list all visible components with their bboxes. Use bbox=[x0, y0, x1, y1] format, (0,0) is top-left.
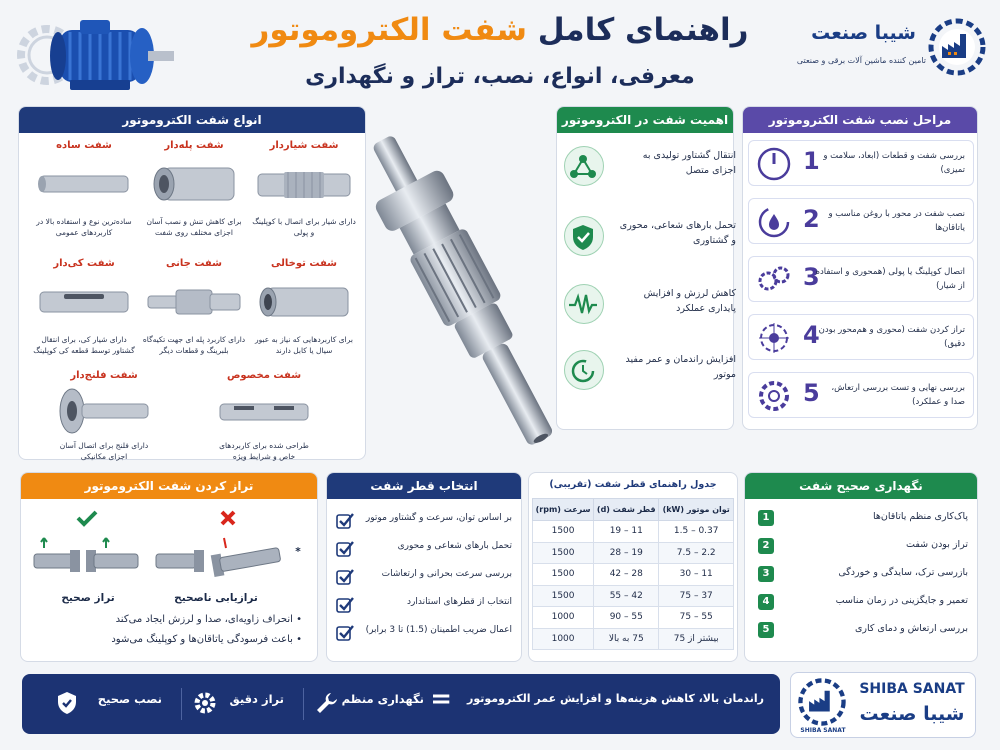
factory-logo-icon bbox=[928, 18, 986, 76]
check-icon bbox=[336, 512, 354, 530]
step-text: بررسی شفت و قطعات (ابعاد، سلامت و تمیزی) bbox=[823, 151, 965, 175]
vibration-icon bbox=[564, 284, 604, 324]
importance-text: تحمل بارهای شعاعی، محوری و گشتاوری bbox=[619, 220, 736, 246]
importance-text: کاهش لرزش و افزایش پایداری عملکرد bbox=[643, 288, 736, 314]
shaft-type-name: شفت فلنج‌دار bbox=[70, 370, 138, 381]
shaft-type-plain bbox=[30, 140, 138, 260]
maintenance-number: 3 bbox=[758, 566, 774, 582]
brand-logo-top bbox=[776, 16, 986, 80]
table-cell: 1500 bbox=[533, 564, 594, 586]
check-icon bbox=[336, 540, 354, 558]
alignment-bullet: • انحراف زاویه‌ای، صدا و لرزش ایجاد می‌کند bbox=[115, 614, 302, 625]
diameter-text: بر اساس توان، سرعت و گشتاور موتور bbox=[365, 513, 512, 523]
maintenance-item bbox=[752, 508, 974, 530]
alignment-bullet: • باعث فرسودگی یاتاقان‌ها و کوپلینگ می‌شود bbox=[111, 634, 302, 645]
stepped-shaft-image bbox=[144, 156, 244, 212]
shaft-diameter-table bbox=[532, 498, 734, 650]
alignment-correct-illustration bbox=[30, 508, 142, 586]
table-header-row bbox=[533, 499, 734, 521]
oil-drop-icon bbox=[755, 203, 793, 241]
table-cell: 1000 bbox=[533, 607, 594, 629]
wrong-label: ترازیابی ناصحیح bbox=[174, 592, 258, 604]
step-text: تراز کردن شفت (محوری و هم‌محور بودن دقیق) bbox=[818, 325, 965, 349]
shaft-type-keyed bbox=[30, 258, 138, 378]
footer-item-alignment: تراز دقیق bbox=[229, 692, 284, 706]
diameter-item bbox=[336, 620, 514, 646]
importance-text: افزایش راندمان و عمر مفید موتور bbox=[625, 354, 736, 380]
alignment-wrong-illustration bbox=[150, 508, 290, 586]
diameter-title: انتخاب قطر شفت bbox=[327, 473, 521, 499]
brand-tagline: تامین کننده ماشین آلات برقی و صنعتی bbox=[796, 56, 926, 65]
table-cell: 1500 bbox=[533, 542, 594, 564]
shaft-type-name: شفت مخصوص bbox=[226, 370, 302, 381]
table-cell: بیشتر از 75 bbox=[659, 628, 734, 650]
page-subtitle: معرفی، انواع، نصب، تراز و نگهداری bbox=[305, 64, 695, 89]
importance-text: انتقال گشتاور تولیدی به اجزای متصل bbox=[642, 150, 736, 176]
footer-separator bbox=[181, 688, 182, 720]
shaft-type-name: شفت پله‌دار bbox=[164, 140, 224, 151]
shoulder-shaft-image bbox=[144, 274, 244, 330]
maintenance-item bbox=[752, 536, 974, 558]
target-icon bbox=[755, 319, 793, 357]
shaft-type-name: شفت ساده bbox=[56, 140, 112, 151]
brand-logo-bottom bbox=[790, 672, 976, 738]
correct-label: تراز صحیح bbox=[61, 592, 115, 604]
shaft-type-desc: دارای فلنج برای اتصال آسان اجزای مکانیکی bbox=[59, 441, 149, 461]
hollow-shaft-image bbox=[254, 274, 354, 330]
diameter-item bbox=[336, 536, 514, 562]
maintenance-number: 1 bbox=[758, 510, 774, 526]
maintenance-title: نگهداری صحیح شفت bbox=[745, 473, 977, 499]
gears-icon bbox=[755, 261, 793, 299]
alignment-title: تراز کردن شفت الکتروموتور bbox=[21, 473, 317, 499]
table-cell: 11 – 19 bbox=[594, 521, 659, 543]
shaft-type-desc: دارای شیار برای اتصال با کوپلینگ و پولی bbox=[252, 217, 356, 237]
maintenance-text: تراز بودن شفت bbox=[905, 539, 968, 550]
motor-image bbox=[30, 10, 180, 100]
brand-mini-label: SHIBA SANAT bbox=[800, 727, 846, 734]
table-cell: 75 به بالا bbox=[594, 628, 659, 650]
shaft-type-name: شفت توخالی bbox=[271, 258, 337, 269]
check-icon bbox=[336, 568, 354, 586]
shaft-type-splined bbox=[250, 140, 358, 260]
diameter-text: بررسی سرعت بحرانی و ارتعاشات bbox=[381, 569, 512, 579]
install-title: مراحل نصب شفت الکتروموتور bbox=[743, 107, 977, 133]
table-cell: 0.37 – 1.5 bbox=[659, 521, 734, 543]
page-title: راهنمای کامل شفت الکتروموتور bbox=[251, 12, 749, 48]
brand-latin-name: SHIBA SANAT bbox=[859, 681, 965, 697]
diameter-item bbox=[336, 564, 514, 590]
step-text: اتصال کوپلینگ یا پولی (همحوری و استفاده از شیار) bbox=[815, 267, 965, 291]
table-cell: 42 – 55 bbox=[594, 585, 659, 607]
shield-check-icon bbox=[564, 216, 604, 256]
shaft-type-desc: برای کاربردهایی که نیاز به عبور سیال یا کابل دارند bbox=[255, 335, 353, 355]
maintenance-item bbox=[752, 564, 974, 586]
table-header: سرعت (rpm) bbox=[533, 499, 594, 521]
maintenance-text: پاک‌کاری منظم یاتاقان‌ها bbox=[873, 511, 968, 522]
table-cell: 37 – 75 bbox=[659, 585, 734, 607]
table-cell: 1500 bbox=[533, 521, 594, 543]
step-number: 1 bbox=[803, 147, 820, 175]
maintenance-number: 5 bbox=[758, 622, 774, 638]
install-step bbox=[748, 314, 974, 360]
asterisk-mark: * bbox=[295, 546, 301, 558]
maintenance-text: بازرسی ترک، سایدگی و خوردگی bbox=[838, 567, 968, 578]
footer-result: راندمان بالا، کاهش هزینه‌ها و افزایش عمر الکتروموتور bbox=[467, 692, 764, 705]
table-row bbox=[533, 607, 734, 629]
table-row bbox=[533, 564, 734, 586]
table-row bbox=[533, 542, 734, 564]
factory-logo-icon bbox=[797, 677, 847, 727]
table-header: قطر شفت (d) bbox=[594, 499, 659, 521]
equals-sign: = bbox=[430, 684, 452, 714]
network-icon bbox=[564, 146, 604, 186]
shaft-type-name: شفت جانی bbox=[166, 258, 222, 269]
diameter-item bbox=[336, 592, 514, 618]
maintenance-item bbox=[752, 620, 974, 642]
table-cell: 2.2 – 7.5 bbox=[659, 542, 734, 564]
maintenance-text: بررسی ارتعاش و دمای کاری bbox=[854, 623, 968, 634]
shaft-type-desc: طراحی شده برای کاربردهای خاص و شرایط ویژه bbox=[219, 441, 309, 461]
step-text: نصب شفت در محور با روغن مناسب و یاتاقان‌ها bbox=[828, 209, 965, 233]
diameter-text: انتخاب از قطرهای استاندارد bbox=[407, 597, 512, 607]
footer-item-maintenance: نگهداری منظم bbox=[341, 692, 424, 706]
brand-name: شیبا صنعت bbox=[811, 22, 916, 44]
table-row bbox=[533, 628, 734, 650]
table-row bbox=[533, 521, 734, 543]
shaft-type-hollow bbox=[250, 258, 358, 378]
shaft-type-name: شفت شیاردار bbox=[269, 140, 339, 151]
table-row bbox=[533, 585, 734, 607]
table-header: توان موتور (kW) bbox=[659, 499, 734, 521]
shaft-type-name: شفت کی‌دار bbox=[53, 258, 115, 269]
shaft-type-shoulder bbox=[140, 258, 248, 378]
footer-bar bbox=[22, 674, 780, 734]
keyed-shaft-image bbox=[34, 274, 134, 330]
plain-shaft-image bbox=[34, 156, 134, 212]
splined-shaft-image bbox=[254, 156, 354, 212]
shield-check-icon bbox=[54, 690, 80, 716]
step-number: 3 bbox=[803, 263, 820, 291]
gear-check-icon bbox=[755, 377, 793, 415]
table-title: جدول راهنمای قطر شفت (تقریبی) bbox=[549, 479, 717, 490]
maintenance-number: 4 bbox=[758, 594, 774, 610]
install-step bbox=[748, 372, 974, 418]
special-shaft-image bbox=[214, 386, 314, 436]
importance-item bbox=[564, 276, 742, 336]
shaft-type-desc: دارای شیار کی، برای انتقال گشتاور توسط قطعه کی کوپلینگ bbox=[33, 335, 135, 355]
table-cell: 1000 bbox=[533, 628, 594, 650]
maintenance-text: تعمیر و جایگزینی در زمان مناسب bbox=[835, 595, 968, 606]
wrench-icon bbox=[314, 690, 340, 716]
table-cell: 55 – 90 bbox=[594, 607, 659, 629]
step-number: 2 bbox=[803, 205, 820, 233]
table-cell: 55 – 75 bbox=[659, 607, 734, 629]
shaft-illustration bbox=[372, 120, 552, 460]
step-text: بررسی نهایی و تست بررسی ارتعاش، صدا و عملکرد) bbox=[831, 383, 965, 407]
footer-separator bbox=[303, 688, 304, 720]
step-number: 5 bbox=[803, 379, 820, 407]
table-cell: 28 – 42 bbox=[594, 564, 659, 586]
diameter-text: تحمل بارهای شعاعی و محوری bbox=[397, 541, 512, 551]
table-cell: 11 – 30 bbox=[659, 564, 734, 586]
table-cell: 1500 bbox=[533, 585, 594, 607]
brand-persian-name: شیبا صنعت bbox=[859, 703, 965, 725]
install-step bbox=[748, 256, 974, 302]
footer-item-installation: نصب صحیح bbox=[97, 692, 162, 706]
shaft-type-stepped bbox=[140, 140, 248, 260]
cycle-icon bbox=[564, 350, 604, 390]
importance-item bbox=[564, 342, 742, 402]
diameter-text: اعمال ضریب اطمینان (1.5) تا 3 برابر) bbox=[365, 625, 512, 635]
step-number: 4 bbox=[803, 321, 820, 349]
check-icon bbox=[336, 624, 354, 642]
maintenance-number: 2 bbox=[758, 538, 774, 554]
shaft-type-desc: برای کاهش تنش و نصب آسان اجزای مختلف روی شفت bbox=[146, 217, 242, 237]
importance-title: اهمیت شفت در الکتروموتور bbox=[557, 107, 733, 133]
importance-item bbox=[564, 208, 742, 268]
shaft-type-desc: ساده‌ترین نوع و استفاده بالا در کاربردهای عمومی bbox=[36, 217, 132, 237]
install-step bbox=[748, 140, 974, 186]
importance-item bbox=[564, 138, 742, 198]
diameter-item bbox=[336, 508, 514, 534]
check-icon bbox=[336, 596, 354, 614]
shaft-type-desc: دارای کاربرد پله ای جهت تکیه‌گاه بلبرینگ و قطعات دیگر bbox=[142, 335, 246, 355]
install-step bbox=[748, 198, 974, 244]
maintenance-item bbox=[752, 592, 974, 614]
types-title: انواع شفت الکتروموتور bbox=[19, 107, 365, 133]
flanged-shaft-image bbox=[54, 386, 154, 436]
table-cell: 19 – 28 bbox=[594, 542, 659, 564]
gear-icon bbox=[192, 690, 218, 716]
inspect-icon bbox=[755, 145, 793, 183]
